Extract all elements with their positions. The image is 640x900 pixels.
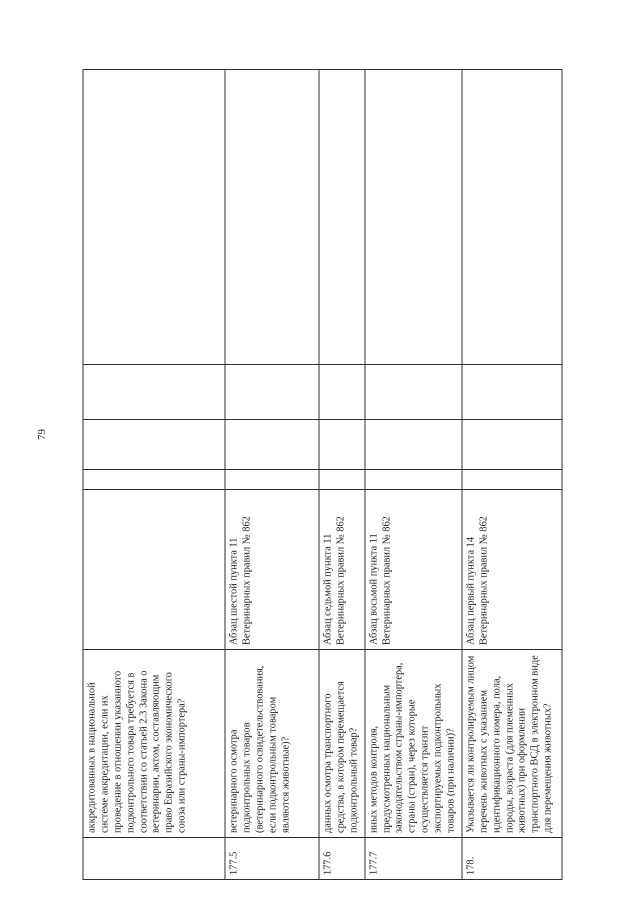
table-row [83, 70, 225, 880]
answer-cell [319, 470, 365, 490]
table-row [365, 70, 462, 880]
answer-cell [319, 365, 365, 420]
answer-cell [365, 365, 462, 420]
question-cell [319, 650, 365, 838]
question-text: данных осмотра транспортного средства, в котором перемещается подконтрольный товар? [322, 681, 360, 833]
answer-cell [83, 420, 225, 470]
reference-cell [225, 490, 319, 650]
note-cell [83, 70, 225, 365]
table-row [319, 70, 365, 880]
answer-cell [225, 365, 319, 420]
answer-cell [319, 420, 365, 470]
answer-cell [83, 470, 225, 490]
row-number [83, 838, 225, 880]
page-number: 79 [36, 429, 48, 440]
question-text: Указывается ли контролируемым лицом перечень животных с указанием идентификационного номера, пола, породы, возраста (для племенных животных) при оформлении транспортного ВСД в электронном виде для перемещения животных? [465, 655, 554, 833]
note-cell [365, 70, 462, 365]
answer-cell [462, 420, 562, 470]
question-text: ветеринарного осмотра подконтрольных товаров (ветеринарного освидетельствования, если подконтрольным товаром являются животные)? [228, 665, 292, 833]
note-cell [225, 70, 319, 365]
reference-text: Абзац шестой пункта 11 Ветеринарных правил № 862 [228, 516, 253, 645]
answer-cell [462, 365, 562, 420]
question-cell [83, 650, 225, 838]
table-row [225, 70, 319, 880]
question-cell [225, 650, 319, 838]
reference-cell [83, 490, 225, 650]
answer-cell [365, 470, 462, 490]
note-cell [462, 70, 562, 365]
question-cell [462, 650, 562, 838]
row-number: 177.5 [225, 838, 319, 880]
question-cell [365, 650, 462, 838]
answer-cell [225, 470, 319, 490]
answer-cell [83, 365, 225, 420]
reference-cell [319, 490, 365, 650]
reference-cell [365, 490, 462, 650]
row-number: 177.6 [319, 838, 365, 880]
checklist-sheet [83, 70, 558, 880]
row-number: 178. [462, 838, 562, 880]
reference-text: Абзац восьмой пункта 11 Ветеринарных правил № 862 [368, 516, 393, 645]
answer-cell [462, 470, 562, 490]
row-number: 177.7 [365, 838, 462, 880]
answer-cell [225, 420, 319, 470]
reference-text: Абзац первый пункта 14 Ветеринарных правил № 862 [465, 516, 490, 645]
reference-text: Абзац седьмой пункта 11 Ветеринарных правил № 862 [322, 516, 347, 645]
question-text: аккредитованных в национальной системе аккредитации, если их проведение в отношении указанного подконтрольного товара требуется в соответствии со статьей 2.3 Закона о ветеринарии, актом, составляющим право Евразийского экономического союза или страны-импортера? [86, 670, 188, 833]
reference-cell [462, 490, 562, 650]
question-text: иных методов контроля, предусмотренных национальным законодательством страны-импортера, страны (стран), через которые осуществляется транзит экспортируемых подконтрольных товаров (при наличии)? [368, 662, 457, 833]
table-row [462, 70, 562, 880]
checklist-table [83, 69, 563, 880]
note-cell [319, 70, 365, 365]
answer-cell [365, 420, 462, 470]
